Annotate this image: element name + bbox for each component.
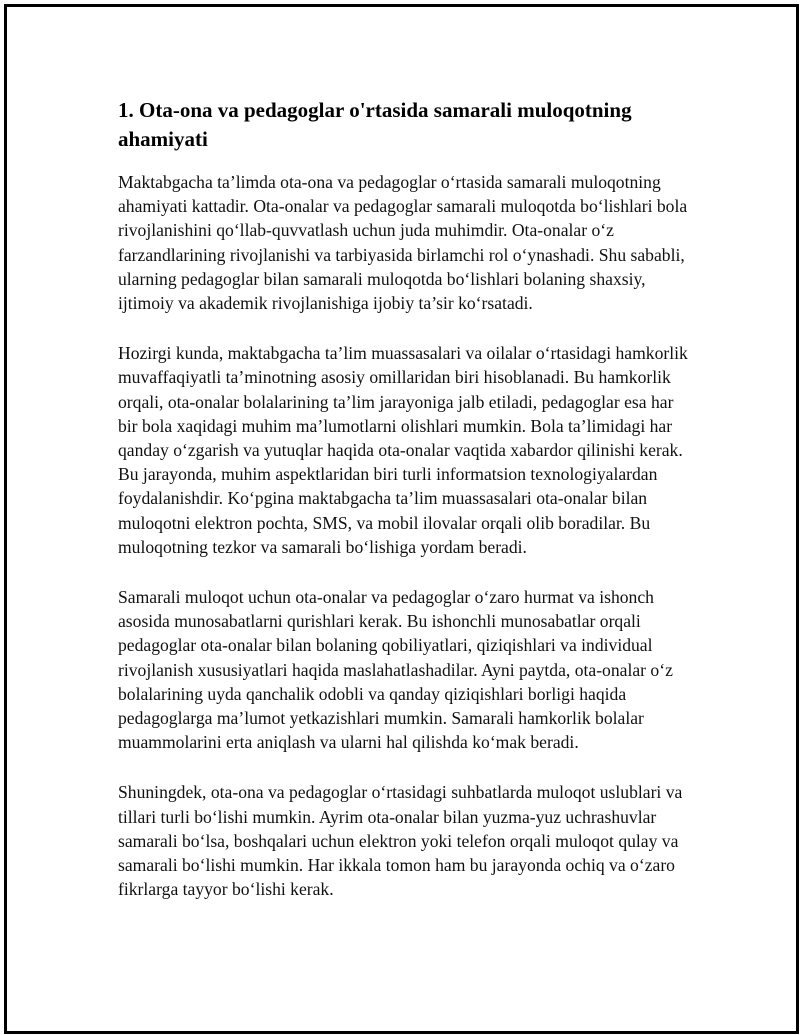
section-heading: 1. Ota-ona va pedagoglar o'rtasida samarali muloqotning ahamiyati: [118, 98, 632, 151]
document-body: [118, 96, 688, 927]
paragraph-2: Hozirgi kunda, maktabgacha ta’lim muassasalari va oilalar o‘rtasidagi hamkorlik muvaffaqiyatli ta’minotning asosiy omillaridan biri hisoblanadi. Bu hamkorlik orqali, ota-onalar bolalarining ta’lim jarayoniga jalb etiladi, pedagoglar esa har bir bola xaqidagi muhim ma’lumotlarni olishlari mumkin. Bola ta’limidagi har qanday o‘zgarish va yutuqlar haqida ota-onalar vaqtida xabardor qilinishi kerak. Bu jarayonda, muhim aspektlaridan biri turli informatsion texnologiyalardan foydalanishdir. Ko‘pgina maktabgacha ta’lim muassasalari ota-onalar bilan muloqotni elektron pochta, SMS, va mobil ilovalar orqali olib boradilar. Bu muloqotning tezkor va samarali bo‘lishiga yordam beradi.: [118, 343, 688, 557]
paragraph-1: Maktabgacha ta’limda ota-ona va pedagoglar o‘rtasida samarali muloqotning ahamiyati kattadir. Ota-onalar va pedagoglar samarali muloqotda bo‘lishlari bola rivojlanishini qo‘llab-quvvatlash uchun juda muhimdir. Ota-onalar o‘z farzandlarining rivojlanishi va tarbiyasida birlamchi rol o‘ynashadi. Shu sababli, ularning pedagoglar bilan samarali muloqotda bo‘lishlari bolaning shaxsiy, ijtimoiy va akademik rivojlanishiga ijobiy ta’sir ko‘rsatadi.: [118, 172, 688, 314]
paragraph-4: Shuningdek, ota-ona va pedagoglar o‘rtasidagi suhbatlarda muloqot uslublari va tillari turli bo‘lishi mumkin. Ayrim ota-onalar bilan yuzma-yuz uchrashuvlar samarali bo‘lsa, boshqalari uchun elektron yoki telefon orqali muloqot qulay va samarali bo‘lishi mumkin. Har ikkala tomon ham bu jarayonda ochiq va o‘zaro fikrlarga tayyor bo‘lishi kerak.: [118, 782, 683, 900]
paragraph-3: Samarali muloqot uchun ota-onalar va pedagoglar o‘zaro hurmat va ishonch asosida munosabatlarni qurishlari kerak. Bu ishonchli munosabatlar orqali pedagoglar ota-onalar bilan bolaning qobiliyatlari, qiziqishlari va individual rivojlanish xususiyatlari haqida maslahatlashadilar. Ayni paytda, ota-onalar o‘z bolalarining uyda qanchalik odobli va qanday qiziqishlari borligi haqida pedagoglarga ma’lumot yetkazishlari mumkin. Samarali hamkorlik bolalar muammolarini erta aniqlash va ularni hal qilishda ko‘mak beradi.: [118, 587, 673, 753]
